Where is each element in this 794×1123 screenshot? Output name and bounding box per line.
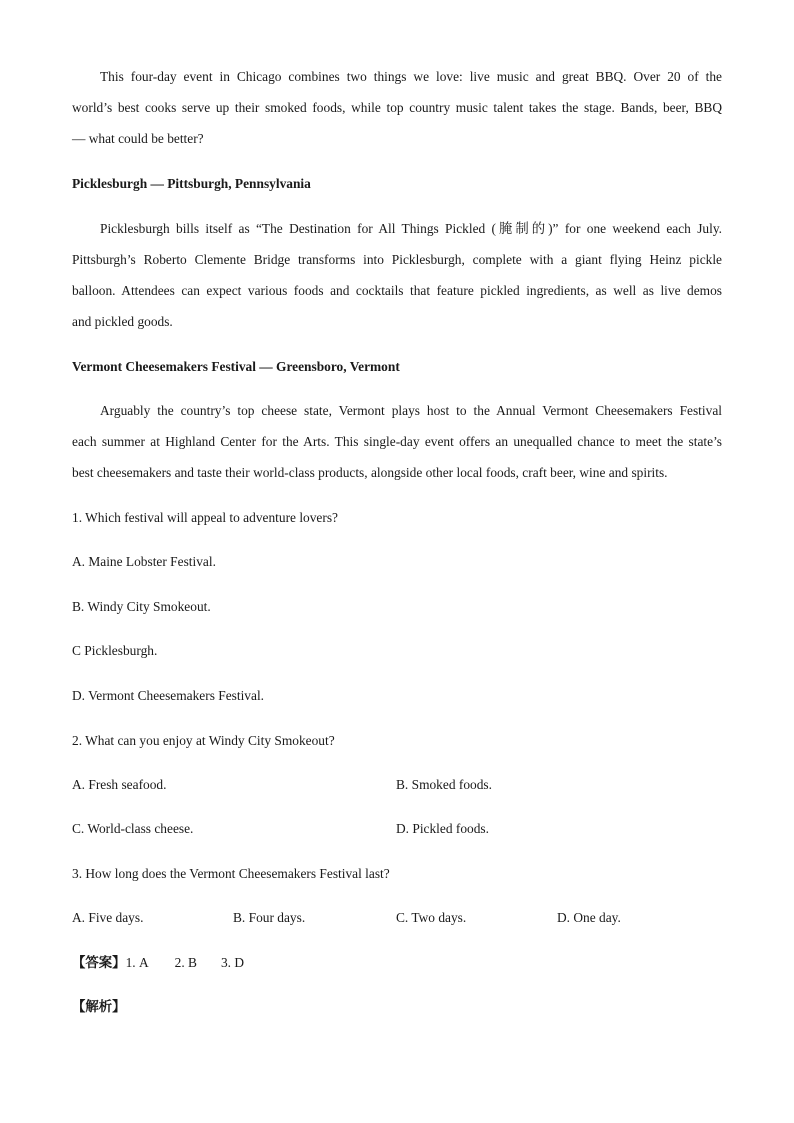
question-3-option-d: D. One day. (557, 910, 621, 925)
p3-line-3: best cheesemakers and taste their world-class products, alongside other local foods, craft beer, wine and spirits. (72, 465, 668, 480)
p1-line-1: This four-day event in Chicago combines two things we love: live music and great BBQ. Over 20 of the (100, 69, 722, 84)
question-1-option-a: A. Maine Lobster Festival. (72, 554, 216, 569)
heading-vermont: Vermont Cheesemakers Festival — Greensboro, Vermont (72, 359, 400, 374)
question-1-option-b: B. Windy City Smokeout. (72, 599, 211, 614)
p1-line-2: world’s best cooks serve up their smoked foods, while top country music talent takes the stage. Bands, beer, BBQ (72, 100, 722, 115)
answer-2: 2. B (174, 955, 197, 970)
question-3-option-a: A. Five days. (72, 910, 144, 925)
question-2-option-d: D. Pickled foods. (396, 821, 489, 836)
question-2-option-c: C. World-class cheese. (72, 821, 194, 836)
p2-line-4: and pickled goods. (72, 314, 173, 329)
answer-line (72, 954, 244, 972)
question-3-stem: 3. How long does the Vermont Cheesemakers Festival last? (72, 866, 390, 881)
p2-line-2: Pittsburgh’s Roberto Clemente Bridge transforms into Picklesburgh, complete with a giant flying Heinz pickle (72, 252, 722, 267)
answer-1: 1. A (125, 955, 149, 970)
question-3-option-b: B. Four days. (233, 910, 306, 925)
question-3-option-c: C. Two days. (396, 910, 467, 925)
question-2-option-a: A. Fresh seafood. (72, 777, 167, 792)
p2-line-1: Picklesburgh bills itself as “The Destination for All Things Pickled (腌制的)” for one weekend each July. (100, 221, 722, 236)
question-1-stem: 1. Which festival will appeal to adventure lovers? (72, 510, 338, 525)
p1-line-3: — what could be better? (72, 131, 204, 146)
answer-label: 【答案】 (72, 955, 126, 970)
question-1-option-d: D. Vermont Cheesemakers Festival. (72, 688, 265, 703)
question-1-option-c: C Picklesburgh. (72, 643, 158, 658)
answer-3: 3. D (220, 955, 245, 970)
question-2-stem: 2. What can you enjoy at Windy City Smokeout? (72, 733, 335, 748)
p3-line-2: each summer at Highland Center for the Arts. This single-day event offers an unequalled chance to meet the state’s (72, 434, 722, 449)
p2-line-3: balloon. Attendees can expect various foods and cocktails that feature pickled ingredients, as well as live demos (72, 283, 722, 298)
heading-picklesburgh: Picklesburgh — Pittsburgh, Pennsylvania (72, 176, 311, 191)
question-2-option-b: B. Smoked foods. (396, 777, 492, 792)
p3-line-1: Arguably the country’s top cheese state, Vermont plays host to the Annual Vermont Cheesemakers Festival (100, 403, 722, 418)
analysis-label: 【解析】 (72, 999, 126, 1014)
